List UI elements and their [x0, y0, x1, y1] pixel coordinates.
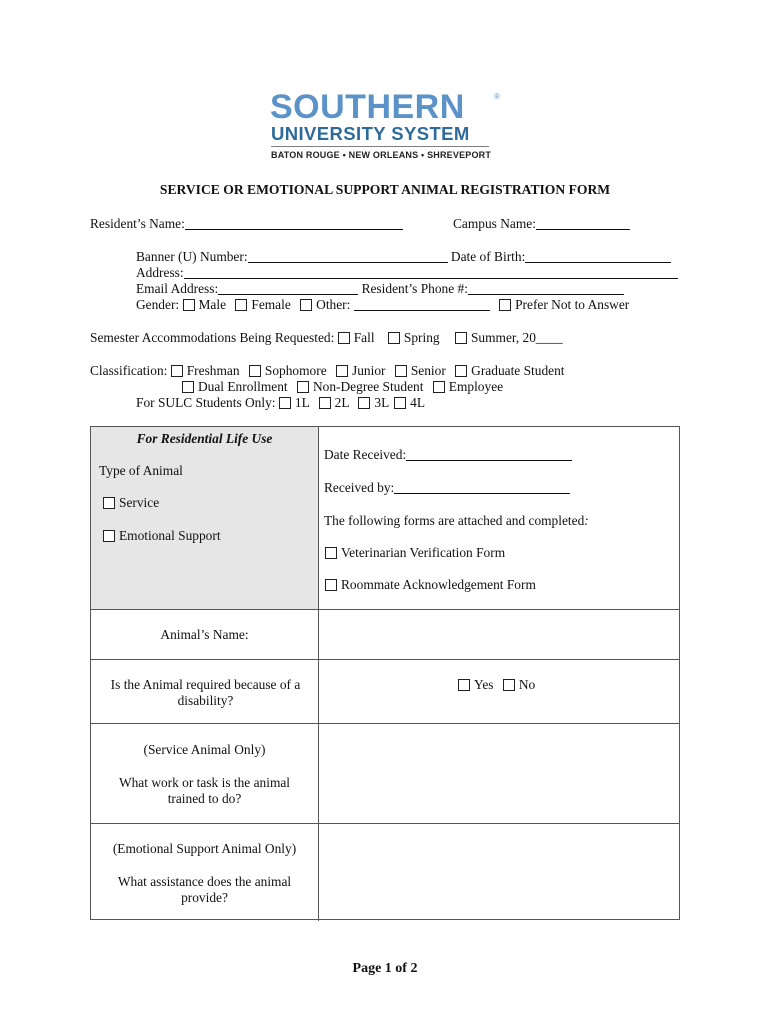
campus-name-field[interactable]	[536, 217, 630, 230]
class-non-degree-label: Non-Degree Student	[312, 379, 424, 394]
service-label: Service	[119, 495, 160, 510]
email-label: Email Address:	[136, 281, 219, 296]
class-dual-checkbox[interactable]	[182, 381, 194, 393]
class-senior-label: Senior	[410, 363, 446, 378]
semester-label: Semester Accommodations Being Requested:	[90, 330, 335, 345]
email-row	[136, 281, 624, 296]
gender-female-label: Female	[251, 297, 291, 312]
disability-no-checkbox[interactable]	[503, 679, 515, 691]
roommate-form-checkbox[interactable]	[325, 579, 337, 591]
gender-label: Gender:	[136, 297, 180, 312]
page-number: Page 1 of 2	[352, 961, 418, 976]
table-row-divider-2	[91, 659, 679, 660]
campus-name-row	[453, 216, 630, 231]
residential-table	[90, 426, 680, 920]
roommate-form-option	[325, 577, 536, 592]
residential-header: For Residential Life Use	[136, 431, 273, 446]
gender-prefer-not-label: Prefer Not to Answer	[515, 297, 630, 312]
semester-fall-checkbox[interactable]	[338, 332, 350, 344]
semester-spring-checkbox[interactable]	[388, 332, 400, 344]
logo-campuses: BATON ROUGE • NEW ORLEANS • SHREVEPORT	[271, 150, 492, 160]
gender-female-checkbox[interactable]	[235, 299, 247, 311]
date-received-row	[324, 447, 572, 462]
semester-row	[90, 330, 563, 345]
resident-name-label: Resident’s Name:	[90, 216, 185, 231]
class-graduate-checkbox[interactable]	[455, 365, 467, 377]
roommate-form-label: Roommate Acknowledgement Form	[341, 577, 536, 592]
sulc-2l-label: 2L	[334, 395, 350, 410]
logo-registered-mark: ®	[494, 92, 500, 101]
sulc-2l-checkbox[interactable]	[319, 397, 331, 409]
resident-name-field[interactable]	[185, 217, 403, 230]
class-employee-checkbox[interactable]	[433, 381, 445, 393]
disability-yes-label: Yes	[474, 677, 494, 692]
semester-summer-label: Summer, 20____	[470, 330, 563, 345]
class-dual-label: Dual Enrollment	[198, 379, 288, 394]
resident-name-row	[90, 216, 403, 231]
disability-question: Is the Animal required because of a disability?	[110, 677, 301, 708]
sulc-3l-label: 3L	[374, 395, 389, 410]
class-senior-checkbox[interactable]	[395, 365, 407, 377]
class-freshman-checkbox[interactable]	[171, 365, 183, 377]
classification-label: Classification:	[90, 363, 168, 378]
classification-row-2	[182, 379, 503, 394]
banner-label: Banner (U) Number:	[136, 249, 248, 264]
attached-forms-label: The following forms are attached and completed	[324, 513, 585, 528]
sulc-label: For SULC Students Only:	[136, 395, 276, 410]
phone-label: Resident’s Phone #:	[361, 281, 468, 296]
disability-options	[458, 677, 535, 692]
address-row	[136, 265, 678, 280]
dob-field[interactable]	[525, 250, 671, 263]
gender-row	[136, 297, 629, 312]
animal-name-label: Animal’s Name:	[160, 627, 249, 642]
sulc-1l-checkbox[interactable]	[279, 397, 291, 409]
address-label: Address:	[136, 265, 184, 280]
campus-name-label: Campus Name:	[453, 216, 536, 231]
emotional-support-label: Emotional Support	[119, 528, 221, 543]
vet-form-option	[325, 545, 505, 560]
work-task-answer[interactable]	[319, 724, 679, 823]
class-junior-label: Junior	[352, 363, 386, 378]
banner-row	[136, 249, 671, 264]
logo-university-system: UNIVERSITY SYSTEM	[271, 123, 470, 144]
gender-other-checkbox[interactable]	[300, 299, 312, 311]
form-title: SERVICE OR EMOTIONAL SUPPORT ANIMAL REGISTRATION FORM	[159, 182, 611, 197]
work-task-question: What work or task is the animal trained to do?	[118, 775, 291, 806]
esa-only-label: (Emotional Support Animal Only)	[112, 841, 297, 856]
service-option	[103, 495, 159, 510]
received-by-label: Received by:	[324, 480, 395, 495]
logo-southern: SOUTHERN	[270, 88, 465, 126]
gender-male-label: Male	[198, 297, 227, 312]
classification-row	[90, 363, 565, 378]
university-logo	[270, 90, 500, 162]
banner-field[interactable]	[248, 250, 448, 263]
class-junior-checkbox[interactable]	[336, 365, 348, 377]
gender-prefer-not-checkbox[interactable]	[499, 299, 511, 311]
class-sophomore-checkbox[interactable]	[249, 365, 261, 377]
attached-forms-text	[324, 513, 589, 528]
residential-use-cell	[91, 427, 318, 609]
vet-form-label: Veterinarian Verification Form	[341, 545, 506, 560]
emotional-support-checkbox[interactable]	[103, 530, 115, 542]
received-by-row	[324, 480, 570, 495]
disability-no-label: No	[518, 677, 536, 692]
sulc-4l-checkbox[interactable]	[394, 397, 406, 409]
semester-spring-label: Spring	[403, 330, 440, 345]
received-by-field[interactable]	[394, 481, 570, 494]
animal-name-field[interactable]	[319, 610, 679, 659]
type-of-animal-label: Type of Animal	[99, 463, 183, 478]
phone-field[interactable]	[468, 282, 624, 295]
service-checkbox[interactable]	[103, 497, 115, 509]
address-field[interactable]	[184, 266, 678, 279]
sulc-4l-label: 4L	[410, 395, 425, 410]
date-received-field[interactable]	[406, 448, 572, 461]
class-sophomore-label: Sophomore	[264, 363, 327, 378]
date-received-label: Date Received:	[324, 447, 407, 462]
class-non-degree-checkbox[interactable]	[297, 381, 309, 393]
assistance-answer[interactable]	[319, 824, 679, 919]
gender-other-field[interactable]	[354, 298, 490, 311]
attached-forms-colon: :	[584, 513, 589, 528]
disability-yes-checkbox[interactable]	[458, 679, 470, 691]
vet-form-checkbox[interactable]	[325, 547, 337, 559]
class-employee-label: Employee	[448, 379, 504, 394]
email-field[interactable]	[218, 282, 358, 295]
class-freshman-label: Freshman	[186, 363, 240, 378]
logo-divider	[271, 146, 489, 147]
sulc-1l-label: 1L	[294, 395, 310, 410]
gender-other-label: Other:	[316, 297, 351, 312]
emotional-support-option	[103, 528, 221, 543]
class-graduate-label: Graduate Student	[471, 363, 565, 378]
gender-male-checkbox[interactable]	[183, 299, 195, 311]
semester-summer-checkbox[interactable]	[455, 332, 467, 344]
sulc-3l-checkbox[interactable]	[358, 397, 370, 409]
sulc-row	[136, 395, 425, 410]
assistance-question: What assistance does the animal provide?	[117, 874, 292, 905]
semester-fall-label: Fall	[353, 330, 375, 345]
service-only-label: (Service Animal Only)	[143, 742, 266, 757]
dob-label: Date of Birth:	[450, 249, 526, 264]
